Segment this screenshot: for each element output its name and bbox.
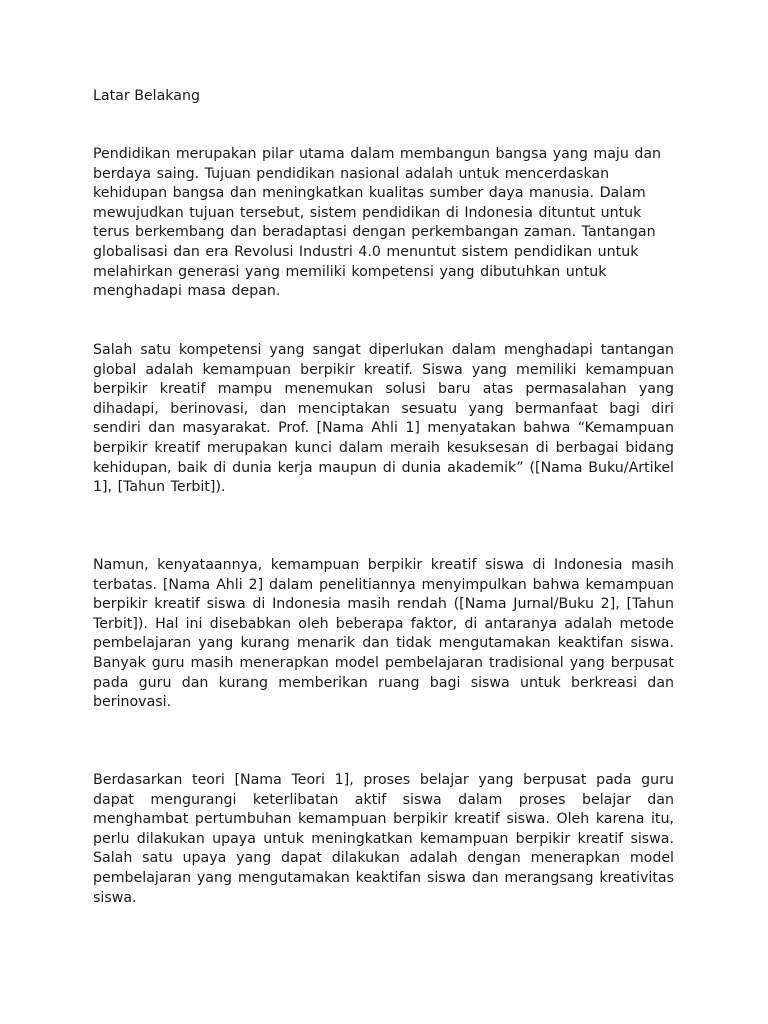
paragraph-1: Pendidikan merupakan pilar utama dalam membangun bangsa yang maju dan berdaya saing. Tujuan pendidikan nasional adalah untuk mencerdaskan kehidupan bangsa dan meningkatkan kualitas sumber daya manusia. Dalam mewujudkan tujuan tersebut, sistem pendidikan di Indonesia dituntut untuk terus berkembang dan beradaptasi dengan perkembangan zaman. Tantangan globalisasi dan era Revolusi Industri 4.0 menuntut sistem pendidikan untuk melahirkan generasi yang memiliki kompetensi yang dibutuhkan untuk menghadapi masa depan.: [93, 146, 662, 300]
paragraph-2: Salah satu kompetensi yang sangat diperlukan dalam menghadapi tantangan global adalah kemampuan berpikir kreatif. Siswa yang memiliki kemampuan berpikir kreatif mampu menemukan solusi baru atas permasalahan yang dihadapi, berinovasi, dan menciptakan sesuatu yang bermanfaat bagi diri sendiri dan masyarakat. Prof. [Nama Ahli 1] menyatakan bahwa “Kemampuan berpikir kreatif merupakan kunci dalam meraih kesuksesan di berbagai bidang kehidupan, baik di dunia kerja maupun di dunia akademik” ([Nama Buku/Artikel 1], [Tahun Terbit]).: [93, 342, 674, 496]
paragraph-4: Berdasarkan teori [Nama Teori 1], proses belajar yang berpusat pada guru dapat mengurangi keterlibatan aktif siswa dalam proses belajar dan menghambat pertumbuhan kemampuan berpikir kreatif siswa. Oleh karena itu, perlu dilakukan upaya untuk meningkatkan kemampuan berpikir kreatif siswa. Salah satu upaya yang dapat dilakukan adalah dengan menerapkan model pembelajaran yang mengutamakan keaktifan siswa dan merangsang kreativitas siswa.: [93, 772, 674, 906]
section-heading: Latar Belakang: [93, 88, 200, 104]
paragraph-3: Namun, kenyataannya, kemampuan berpikir kreatif siswa di Indonesia masih terbatas. [Nama Ahli 2] dalam penelitiannya menyimpulkan bahwa kemampuan berpikir kreatif siswa di Indonesia masih rendah ([Nama Jurnal/Buku 2], [Tahun Terbit]). Hal ini disebabkan oleh beberapa faktor, di antaranya adalah metode pembelajaran yang kurang menarik dan tidak mengutamakan keaktifan siswa. Banyak guru masih menerapkan model pembelajaran tradisional yang berpusat pada guru dan kurang memberikan ruang bagi siswa untuk berkreasi dan berinovasi.: [93, 557, 674, 711]
